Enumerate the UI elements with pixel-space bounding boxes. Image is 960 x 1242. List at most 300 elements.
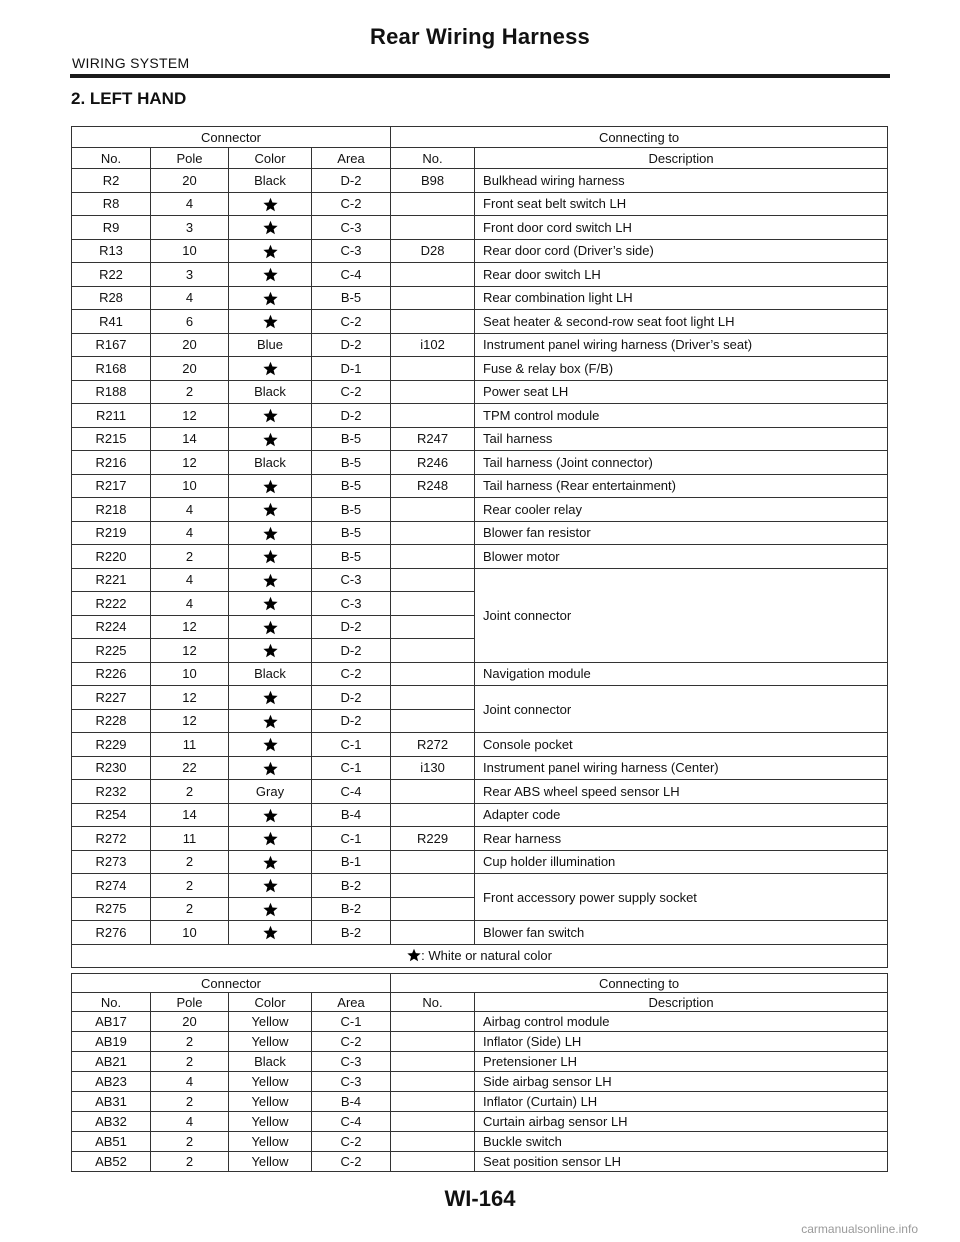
cell-no: R28 (72, 286, 151, 310)
table-row (72, 474, 888, 498)
cell-to-no (391, 1032, 475, 1052)
cell-area: C-3 (312, 1052, 391, 1072)
star-icon (263, 432, 278, 447)
page-title: Rear Wiring Harness (369, 24, 590, 49)
cell-area: C-2 (312, 1152, 391, 1172)
cell-to-no (391, 1012, 475, 1032)
cell-area: C-1 (312, 1012, 391, 1032)
cell-to-no (391, 803, 475, 827)
cell-description: Instrument panel wiring harness (Driver’s seat) (475, 333, 888, 357)
cell-description: Rear harness (475, 827, 888, 851)
table-row (72, 1132, 888, 1152)
star-icon (263, 573, 278, 588)
cell-color: Black (229, 451, 312, 475)
cell-to-no (391, 1052, 475, 1072)
cell-description: Rear ABS wheel speed sensor LH (475, 780, 888, 804)
cell-no: R222 (72, 592, 151, 616)
star-icon (263, 690, 278, 705)
star-icon (263, 761, 278, 776)
cell-to-no (391, 615, 475, 639)
cell-no: R227 (72, 686, 151, 710)
cell-area: D-2 (312, 615, 391, 639)
cell-color (229, 310, 312, 334)
table-row (72, 733, 888, 757)
cell-color (229, 639, 312, 663)
cell-pole: 14 (151, 803, 229, 827)
star-icon (263, 549, 278, 564)
cell-area: B-4 (312, 1092, 391, 1112)
cell-color (229, 756, 312, 780)
table-row (72, 662, 888, 686)
cell-pole: 10 (151, 474, 229, 498)
cell-description: Joint connector (475, 686, 888, 733)
cell-pole: 14 (151, 427, 229, 451)
cell-area: B-1 (312, 850, 391, 874)
cell-description: Bulkhead wiring harness (475, 169, 888, 193)
cell-to-no (391, 357, 475, 381)
cell-area: C-3 (312, 1072, 391, 1092)
cell-no: R228 (72, 709, 151, 733)
cell-no: R272 (72, 827, 151, 851)
table-row (72, 686, 888, 710)
cell-area: C-1 (312, 756, 391, 780)
cell-no: R229 (72, 733, 151, 757)
cell-pole: 2 (151, 850, 229, 874)
cell-pole: 22 (151, 756, 229, 780)
table-row (72, 803, 888, 827)
cell-pole: 4 (151, 592, 229, 616)
header-to-no: No. (391, 993, 475, 1012)
cell-area: D-2 (312, 404, 391, 428)
cell-pole: 10 (151, 921, 229, 945)
table-row (72, 1112, 888, 1132)
cell-pole: 4 (151, 568, 229, 592)
cell-to-no (391, 780, 475, 804)
cell-no: R221 (72, 568, 151, 592)
cell-description: Tail harness (Joint connector) (475, 451, 888, 475)
cell-pole: 12 (151, 686, 229, 710)
cell-description: Blower fan switch (475, 921, 888, 945)
header-connector: Connector (72, 974, 391, 993)
cell-to-no (391, 850, 475, 874)
cell-no: R188 (72, 380, 151, 404)
cell-area: B-5 (312, 451, 391, 475)
star-icon (263, 291, 278, 306)
cell-area: B-5 (312, 498, 391, 522)
table-row (72, 756, 888, 780)
cell-to-no: R246 (391, 451, 475, 475)
legend-text: : White or natural color (421, 948, 552, 964)
cell-no: R217 (72, 474, 151, 498)
cell-no: R9 (72, 216, 151, 240)
cell-to-no (391, 1072, 475, 1092)
table-row (72, 404, 888, 428)
cell-pole: 2 (151, 1052, 229, 1072)
cell-color (229, 263, 312, 287)
airbag-connector-table (71, 973, 888, 1172)
cell-pole: 2 (151, 1132, 229, 1152)
page-number: WI-164 (444, 1186, 516, 1211)
cell-area: C-3 (312, 592, 391, 616)
star-icon (263, 314, 278, 329)
cell-no: R226 (72, 662, 151, 686)
header-no: No. (72, 148, 151, 169)
cell-pole: 2 (151, 1092, 229, 1112)
cell-color (229, 427, 312, 451)
table-row (72, 921, 888, 945)
table-row (72, 1072, 888, 1092)
cell-pole: 20 (151, 169, 229, 193)
cell-to-no: R272 (391, 733, 475, 757)
cell-no: R8 (72, 192, 151, 216)
cell-area: D-2 (312, 686, 391, 710)
cell-no: R218 (72, 498, 151, 522)
cell-to-no: R229 (391, 827, 475, 851)
cell-no: R211 (72, 404, 151, 428)
header-connecting-to: Connecting to (391, 974, 888, 993)
table-row (72, 310, 888, 334)
header-area: Area (312, 148, 391, 169)
cell-pole: 4 (151, 1072, 229, 1092)
cell-description: Rear cooler relay (475, 498, 888, 522)
cell-color: Black (229, 380, 312, 404)
airbag-table-body (72, 1012, 888, 1172)
cell-description: Console pocket (475, 733, 888, 757)
cell-color (229, 897, 312, 921)
cell-to-no: D28 (391, 239, 475, 263)
table-row (72, 451, 888, 475)
cell-area: C-4 (312, 263, 391, 287)
cell-to-no (391, 921, 475, 945)
table-row (72, 498, 888, 522)
table-row (72, 827, 888, 851)
star-icon (263, 808, 278, 823)
cell-description: Rear door switch LH (475, 263, 888, 287)
table-row (72, 286, 888, 310)
cell-to-no (391, 545, 475, 569)
cell-no: AB32 (72, 1112, 151, 1132)
cell-color (229, 921, 312, 945)
star-icon (407, 948, 421, 962)
header-description: Description (475, 993, 888, 1012)
cell-color (229, 874, 312, 898)
cell-to-no (391, 498, 475, 522)
star-icon (263, 361, 278, 376)
cell-color (229, 404, 312, 428)
cell-no: R13 (72, 239, 151, 263)
cell-color: Blue (229, 333, 312, 357)
star-icon (263, 831, 278, 846)
cell-area: C-3 (312, 239, 391, 263)
cell-description: Blower fan resistor (475, 521, 888, 545)
cell-pole: 11 (151, 827, 229, 851)
table-row (72, 263, 888, 287)
cell-color: Yellow (229, 1092, 312, 1112)
cell-to-no (391, 521, 475, 545)
cell-color (229, 568, 312, 592)
cell-pole: 20 (151, 1012, 229, 1032)
cell-description: Front seat belt switch LH (475, 192, 888, 216)
cell-description: TPM control module (475, 404, 888, 428)
table-row (72, 874, 888, 898)
table-row (72, 427, 888, 451)
cell-description: Inflator (Side) LH (475, 1032, 888, 1052)
star-icon (263, 714, 278, 729)
cell-area: C-2 (312, 310, 391, 334)
cell-description: Power seat LH (475, 380, 888, 404)
cell-color (229, 474, 312, 498)
cell-color (229, 216, 312, 240)
cell-color (229, 615, 312, 639)
star-icon (263, 267, 278, 282)
cell-description: Fuse & relay box (F/B) (475, 357, 888, 381)
table-row (72, 1032, 888, 1052)
cell-to-no (391, 216, 475, 240)
cell-no: R216 (72, 451, 151, 475)
header-color: Color (229, 993, 312, 1012)
star-icon (263, 526, 278, 541)
cell-area: C-2 (312, 1032, 391, 1052)
cell-description: Joint connector (475, 568, 888, 662)
star-icon (263, 737, 278, 752)
cell-pole: 2 (151, 1032, 229, 1052)
cell-to-no (391, 192, 475, 216)
cell-to-no (391, 874, 475, 898)
cell-area: D-2 (312, 333, 391, 357)
cell-color (229, 239, 312, 263)
cell-description: Inflator (Curtain) LH (475, 1092, 888, 1112)
cell-color (229, 521, 312, 545)
cell-to-no (391, 639, 475, 663)
table-row (72, 1012, 888, 1032)
cell-to-no: R247 (391, 427, 475, 451)
cell-no: R41 (72, 310, 151, 334)
cell-area: C-2 (312, 380, 391, 404)
cell-to-no: i130 (391, 756, 475, 780)
cell-area: C-1 (312, 827, 391, 851)
cell-description: Cup holder illumination (475, 850, 888, 874)
cell-pole: 20 (151, 357, 229, 381)
cell-color (229, 733, 312, 757)
cell-pole: 4 (151, 1112, 229, 1132)
cell-color: Yellow (229, 1132, 312, 1152)
cell-to-no (391, 592, 475, 616)
cell-area: B-2 (312, 874, 391, 898)
cell-to-no: R248 (391, 474, 475, 498)
cell-no: R273 (72, 850, 151, 874)
cell-color (229, 545, 312, 569)
cell-pole: 20 (151, 333, 229, 357)
cell-no: R215 (72, 427, 151, 451)
cell-area: C-1 (312, 733, 391, 757)
star-icon (263, 855, 278, 870)
harness-connector-table (71, 126, 888, 968)
cell-no: R167 (72, 333, 151, 357)
cell-color: Black (229, 1052, 312, 1072)
cell-color: Gray (229, 780, 312, 804)
cell-description: Seat heater & second-row seat foot light LH (475, 310, 888, 334)
cell-area: C-4 (312, 1112, 391, 1132)
header-rule (70, 74, 890, 78)
cell-color (229, 498, 312, 522)
cell-no: R219 (72, 521, 151, 545)
cell-pole: 11 (151, 733, 229, 757)
cell-pole: 3 (151, 216, 229, 240)
cell-area: D-2 (312, 709, 391, 733)
cell-pole: 2 (151, 380, 229, 404)
cell-pole: 6 (151, 310, 229, 334)
cell-color (229, 686, 312, 710)
cell-area: C-2 (312, 662, 391, 686)
cell-color (229, 709, 312, 733)
cell-area: C-4 (312, 780, 391, 804)
watermark: carmanualsonline.info (801, 1222, 918, 1236)
header-description: Description (475, 148, 888, 169)
star-icon (263, 244, 278, 259)
cell-area: B-5 (312, 286, 391, 310)
cell-no: R275 (72, 897, 151, 921)
cell-to-no (391, 709, 475, 733)
cell-to-no (391, 897, 475, 921)
cell-no: R225 (72, 639, 151, 663)
header-color: Color (229, 148, 312, 169)
star-icon (263, 902, 278, 917)
cell-pole: 4 (151, 521, 229, 545)
cell-no: R254 (72, 803, 151, 827)
cell-pole: 4 (151, 192, 229, 216)
cell-color (229, 192, 312, 216)
cell-area: B-5 (312, 427, 391, 451)
cell-pole: 2 (151, 1152, 229, 1172)
cell-color: Yellow (229, 1012, 312, 1032)
cell-color: Yellow (229, 1152, 312, 1172)
cell-description: Rear combination light LH (475, 286, 888, 310)
cell-color (229, 827, 312, 851)
table-row (72, 1152, 888, 1172)
cell-pole: 4 (151, 286, 229, 310)
cell-no: AB23 (72, 1072, 151, 1092)
cell-pole: 12 (151, 709, 229, 733)
cell-color: Black (229, 169, 312, 193)
table-row (72, 357, 888, 381)
cell-description: Instrument panel wiring harness (Center) (475, 756, 888, 780)
cell-area: B-5 (312, 474, 391, 498)
star-icon (263, 408, 278, 423)
cell-description: Front accessory power supply socket (475, 874, 888, 921)
cell-area: C-3 (312, 216, 391, 240)
star-icon (263, 596, 278, 611)
cell-color (229, 850, 312, 874)
header-connecting-to: Connecting to (391, 127, 888, 148)
cell-no: AB31 (72, 1092, 151, 1112)
cell-to-no (391, 310, 475, 334)
cell-description: Seat position sensor LH (475, 1152, 888, 1172)
table-row (72, 568, 888, 592)
cell-pole: 2 (151, 780, 229, 804)
cell-to-no (391, 686, 475, 710)
cell-no: AB19 (72, 1032, 151, 1052)
cell-description: Adapter code (475, 803, 888, 827)
cell-pole: 10 (151, 239, 229, 263)
cell-description: Pretensioner LH (475, 1052, 888, 1072)
cell-area: B-5 (312, 545, 391, 569)
section-label: WIRING SYSTEM (72, 55, 190, 71)
legend-cell (72, 944, 888, 968)
cell-color (229, 803, 312, 827)
cell-pole: 3 (151, 263, 229, 287)
cell-no: R22 (72, 263, 151, 287)
cell-no: AB52 (72, 1152, 151, 1172)
cell-no: R276 (72, 921, 151, 945)
cell-area: D-1 (312, 357, 391, 381)
star-icon (263, 620, 278, 635)
header-to-no: No. (391, 148, 475, 169)
table-row (72, 380, 888, 404)
cell-color (229, 286, 312, 310)
header-pole: Pole (151, 993, 229, 1012)
cell-pole: 12 (151, 451, 229, 475)
cell-to-no (391, 404, 475, 428)
table-row (72, 333, 888, 357)
cell-pole: 4 (151, 498, 229, 522)
star-icon (263, 502, 278, 517)
cell-pole: 12 (151, 404, 229, 428)
cell-no: R220 (72, 545, 151, 569)
cell-pole: 12 (151, 615, 229, 639)
cell-description: Curtain airbag sensor LH (475, 1112, 888, 1132)
cell-pole: 10 (151, 662, 229, 686)
star-icon (263, 925, 278, 940)
cell-color: Yellow (229, 1112, 312, 1132)
cell-description: Rear door cord (Driver’s side) (475, 239, 888, 263)
star-icon (263, 878, 278, 893)
table-row (72, 239, 888, 263)
cell-area: C-2 (312, 192, 391, 216)
cell-no: AB17 (72, 1012, 151, 1032)
cell-area: C-3 (312, 568, 391, 592)
star-icon (263, 197, 278, 212)
cell-description: Buckle switch (475, 1132, 888, 1152)
cell-area: B-2 (312, 921, 391, 945)
cell-area: B-4 (312, 803, 391, 827)
harness-table-body (72, 169, 888, 945)
cell-color: Yellow (229, 1032, 312, 1052)
cell-to-no (391, 380, 475, 404)
cell-description: Blower motor (475, 545, 888, 569)
table-row (72, 780, 888, 804)
cell-description: Tail harness (475, 427, 888, 451)
cell-color (229, 357, 312, 381)
cell-description: Side airbag sensor LH (475, 1072, 888, 1092)
table-row (72, 1052, 888, 1072)
cell-no: AB51 (72, 1132, 151, 1152)
cell-to-no (391, 263, 475, 287)
cell-to-no (391, 286, 475, 310)
cell-no: R2 (72, 169, 151, 193)
cell-area: C-2 (312, 1132, 391, 1152)
cell-no: AB21 (72, 1052, 151, 1072)
table-row (72, 521, 888, 545)
section-heading: 2. LEFT HAND (71, 89, 187, 108)
cell-color: Yellow (229, 1072, 312, 1092)
cell-no: R168 (72, 357, 151, 381)
cell-description: Tail harness (Rear entertainment) (475, 474, 888, 498)
cell-area: B-2 (312, 897, 391, 921)
cell-area: D-2 (312, 639, 391, 663)
cell-description: Navigation module (475, 662, 888, 686)
cell-color (229, 592, 312, 616)
star-icon (263, 643, 278, 658)
